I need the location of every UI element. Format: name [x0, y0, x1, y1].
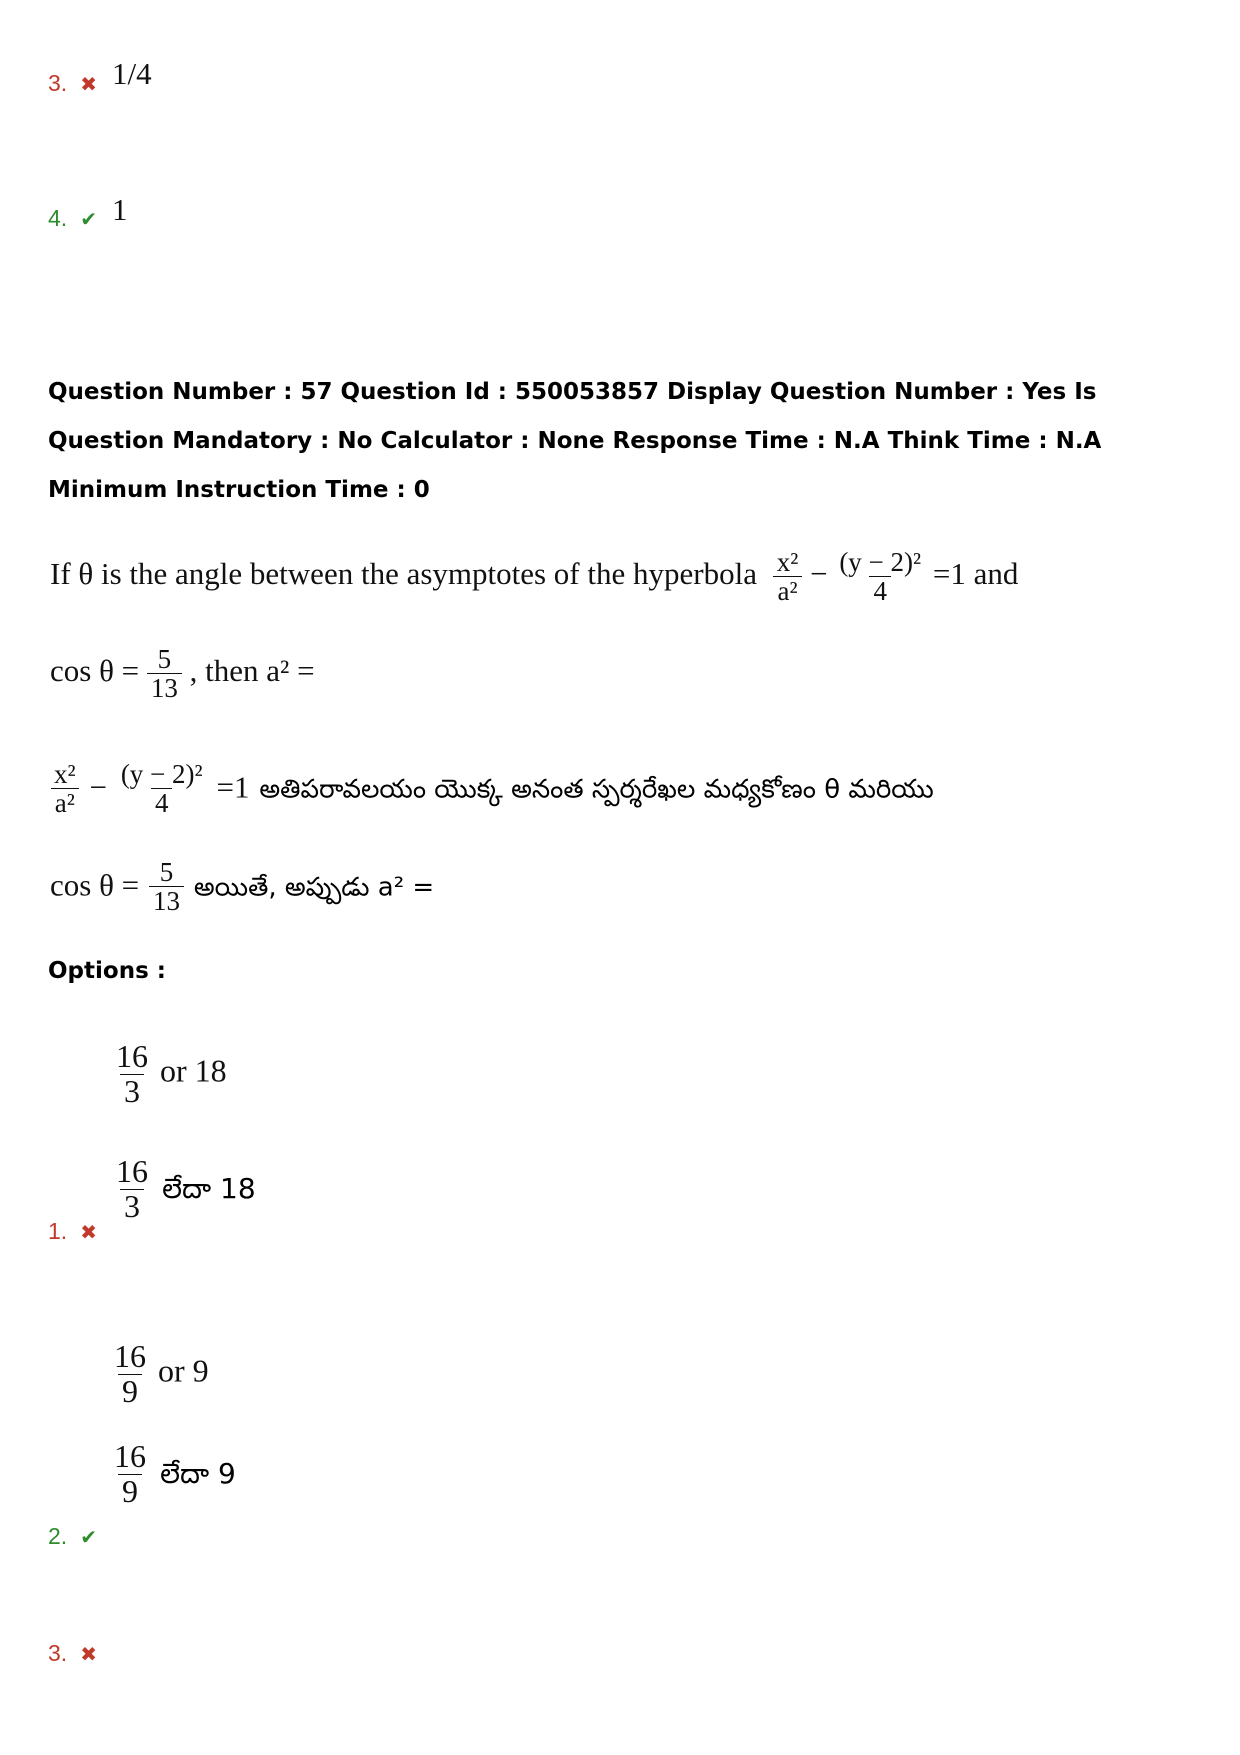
then-text: , then a² =: [189, 652, 315, 688]
question-en-line2: [50, 645, 315, 703]
option-fraction: [112, 1155, 152, 1223]
fraction-denominator: 9: [118, 1474, 142, 1509]
option-text: or 18: [160, 1052, 227, 1089]
fraction-numerator: x²: [776, 547, 799, 577]
prev-option-3: [48, 70, 97, 97]
fraction-denominator: 4: [151, 788, 173, 817]
option-fraction: [110, 1340, 150, 1408]
option-number: 4.: [48, 205, 68, 231]
fraction-denominator: 4: [869, 576, 891, 605]
option-number: 2.: [48, 1523, 68, 1549]
fraction-denominator: 13: [147, 673, 182, 702]
fraction-denominator: 3: [120, 1189, 144, 1224]
telugu-text: అతిపరావలయం యొక్క అనంత స్పర్శరేఖల మధ్యకోణం θ మరియు: [259, 774, 934, 805]
option-3-marker[interactable]: [48, 1640, 97, 1667]
prev-option-4: [48, 205, 97, 232]
fraction-denominator: 9: [118, 1374, 142, 1409]
fraction-numerator: (y − 2)²: [120, 759, 203, 789]
fraction-denominator: a²: [773, 576, 801, 605]
fraction-denominator: a²: [51, 788, 79, 817]
option-1-marker[interactable]: [48, 1218, 97, 1245]
fraction-numerator: 16: [114, 1338, 146, 1374]
option-text: or 9: [158, 1352, 209, 1389]
question-meta: Question Number : 57 Question Id : 550053857 Display Question Number : Yes Is Question Mandatory : No Calculator : None Response Time : N.A Think Time : N.A Minimum Instruction Time : 0: [48, 379, 1102, 503]
equation-end: =1 and: [932, 555, 1019, 591]
option-number: 3.: [48, 70, 68, 96]
fraction-numerator: 16: [114, 1438, 146, 1474]
option-1-en: [112, 1040, 227, 1108]
option-text: లేదా 18: [162, 1172, 256, 1206]
cross-icon: ✖: [80, 1220, 98, 1244]
fraction-numerator: 5: [159, 857, 174, 887]
question-prefix: If θ is the angle between the asymptotes of the hyperbola: [50, 555, 757, 591]
fraction-denominator: 13: [149, 886, 184, 915]
equation-end: =1: [216, 769, 250, 805]
cross-icon: ✖: [80, 72, 98, 96]
telugu-text: అయితే, అప్పుడు a² =: [193, 872, 435, 903]
cross-icon: ✖: [80, 1642, 98, 1666]
option-2-te: [110, 1440, 236, 1508]
option-2-marker[interactable]: [48, 1523, 97, 1550]
option-number: 3.: [48, 1640, 68, 1666]
option-1-te: [112, 1155, 256, 1223]
option-text: లేదా 9: [160, 1457, 236, 1491]
options-label: Options :: [48, 958, 166, 984]
check-icon: ✔: [80, 207, 98, 231]
question-te-line1: [50, 760, 934, 818]
fraction-numerator: x²: [54, 759, 76, 789]
fraction-cos: [149, 858, 184, 916]
option-number: 1.: [48, 1218, 68, 1244]
cos-label: cos θ =: [50, 652, 140, 688]
prev-option-4-value: 1: [112, 192, 128, 227]
option-2-en: [110, 1340, 209, 1408]
fraction-denominator: 3: [120, 1074, 144, 1109]
question-te-line2: [50, 858, 434, 916]
option-fraction: [112, 1040, 152, 1108]
minus-sign: −: [810, 555, 828, 591]
fraction-numerator: 5: [157, 644, 172, 674]
fraction-y: [117, 760, 207, 818]
fraction-x: [773, 548, 803, 606]
fraction-x: [50, 760, 80, 818]
fraction-y: [835, 548, 925, 606]
minus-sign: −: [89, 769, 107, 805]
prev-option-3-value: 1/4: [112, 56, 152, 91]
question-en-line1: [50, 548, 1018, 606]
fraction-cos: [147, 645, 182, 703]
cos-label: cos θ =: [50, 867, 140, 903]
fraction-numerator: (y − 2)²: [839, 547, 922, 577]
option-fraction: [110, 1440, 150, 1508]
fraction-numerator: 16: [116, 1038, 148, 1074]
check-icon: ✔: [80, 1525, 98, 1549]
fraction-numerator: 16: [116, 1153, 148, 1189]
